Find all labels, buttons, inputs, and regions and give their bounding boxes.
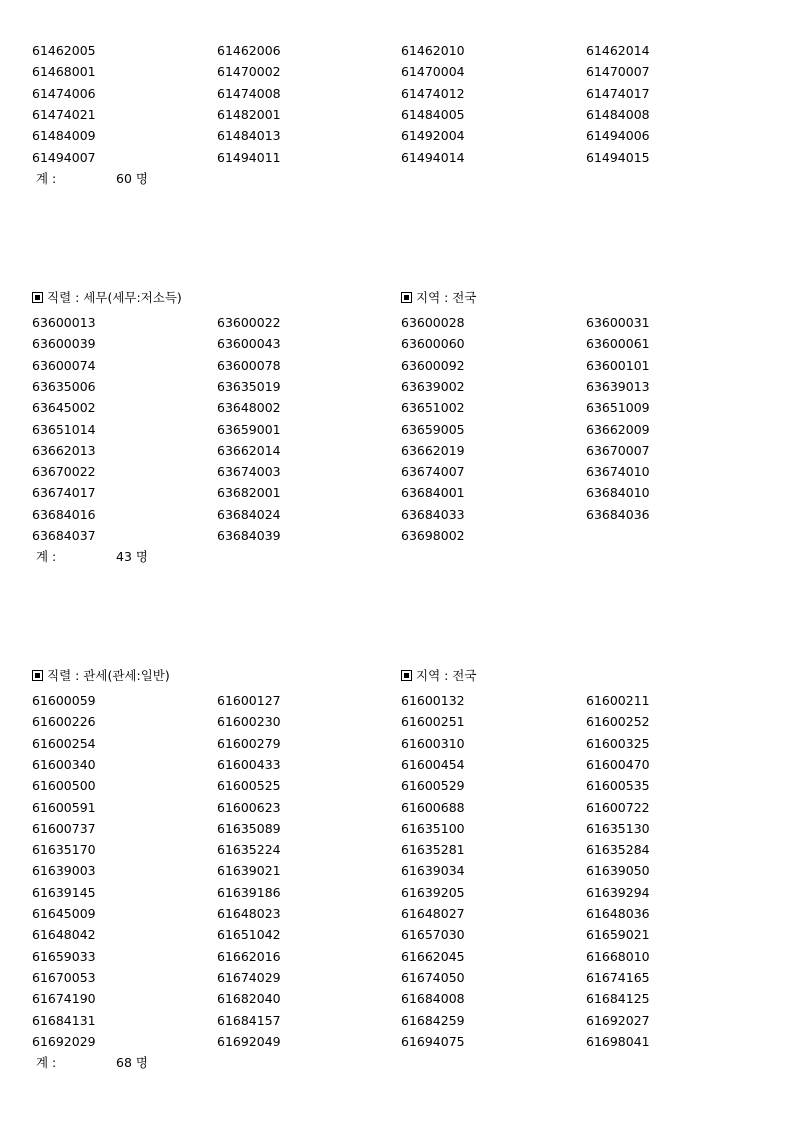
- region-label: 지역 : 전국: [416, 290, 477, 305]
- table-row: [0, 711, 793, 732]
- registration-number: 61484005: [401, 106, 465, 122]
- table-row: [0, 775, 793, 796]
- section-header-right: [401, 287, 476, 308]
- registration-number: 61484008: [586, 106, 650, 122]
- registration-number: 63662013: [32, 442, 96, 458]
- registration-number: 63600022: [217, 315, 281, 330]
- registration-number: 61635284: [586, 842, 650, 858]
- registration-number: 61635100: [401, 820, 465, 836]
- registration-number: 61639034: [401, 863, 465, 879]
- table-row: [0, 967, 793, 988]
- registration-number: 63600061: [586, 336, 650, 352]
- table-row: [0, 61, 793, 82]
- registration-number: 61684259: [401, 1012, 465, 1028]
- registration-number: 61670053: [32, 969, 96, 985]
- registration-number: 61674165: [586, 969, 650, 985]
- registration-number: 61600529: [401, 778, 465, 794]
- registration-number: 61492004: [401, 128, 465, 144]
- table-row: [0, 882, 793, 903]
- registration-number: 61470002: [217, 64, 281, 80]
- registration-number: 61639205: [401, 884, 465, 900]
- registration-number: 63600031: [586, 315, 650, 330]
- table-row: [0, 690, 793, 711]
- registration-number: 63600013: [32, 315, 96, 330]
- registration-number: 63684036: [586, 506, 650, 522]
- registration-number: 61600251: [401, 714, 465, 730]
- registration-number: 61698041: [586, 1033, 650, 1049]
- registration-number: 63600028: [401, 315, 465, 330]
- registration-number: 63651002: [401, 400, 465, 416]
- registration-number: 63684033: [401, 506, 465, 522]
- region-label: 지역 : 전국: [416, 668, 477, 683]
- table-row: [0, 1010, 793, 1031]
- section-header-right: [401, 665, 476, 686]
- total-count: 60 명: [116, 171, 148, 186]
- registration-number: 63662019: [401, 442, 465, 458]
- registration-number: 63682001: [217, 485, 281, 501]
- registration-number: 61635130: [586, 820, 650, 836]
- registration-number: 61468001: [32, 64, 96, 80]
- table-row: [0, 40, 793, 61]
- registration-number: 61635170: [32, 842, 96, 858]
- table-row: [0, 376, 793, 397]
- registration-number: 63635019: [217, 378, 281, 394]
- table-row: [0, 147, 793, 168]
- registration-number: 63639013: [586, 378, 650, 394]
- registration-number: 61474008: [217, 85, 281, 101]
- table-row: [0, 504, 793, 525]
- registration-number: 61600688: [401, 799, 465, 815]
- filled-square-icon: [32, 292, 43, 303]
- registration-number: 61639050: [586, 863, 650, 879]
- registration-number: 61474021: [32, 106, 96, 122]
- registration-number: 61462005: [32, 43, 96, 58]
- registration-number: 61684157: [217, 1012, 281, 1028]
- registration-number: 61639003: [32, 863, 96, 879]
- table-row: [0, 312, 793, 333]
- table-row: [0, 355, 793, 376]
- registration-number: 61674029: [217, 969, 281, 985]
- registration-number: 63600043: [217, 336, 281, 352]
- table-row: [0, 754, 793, 775]
- registration-number: 61494015: [586, 149, 650, 165]
- table-row: [0, 860, 793, 881]
- table-row: [0, 924, 793, 945]
- table-row: [0, 461, 793, 482]
- registration-number: 61682040: [217, 991, 281, 1007]
- section-header-left: [32, 665, 170, 686]
- registration-number: 61482001: [217, 106, 281, 122]
- registration-number: 63684016: [32, 506, 96, 522]
- table-row: [0, 797, 793, 818]
- registration-number: 63600039: [32, 336, 96, 352]
- registration-number: 61674190: [32, 991, 96, 1007]
- registration-number: 63645002: [32, 400, 96, 416]
- registration-number: 61600535: [586, 778, 650, 794]
- total-count: 68 명: [116, 1055, 148, 1070]
- registration-number: 61639294: [586, 884, 650, 900]
- registration-number: 61692049: [217, 1033, 281, 1049]
- registration-number: 61470004: [401, 64, 465, 80]
- registration-number: 61462014: [586, 43, 650, 58]
- registration-number: 61657030: [401, 927, 465, 943]
- registration-number: 61639145: [32, 884, 96, 900]
- registration-number: 61648036: [586, 906, 650, 921]
- registration-number: 61674050: [401, 969, 465, 985]
- registration-number: 63684039: [217, 528, 281, 543]
- registration-number: 63635006: [32, 378, 96, 394]
- registration-number: 63600092: [401, 357, 465, 373]
- total-label: 계 :: [36, 1055, 57, 1070]
- table-row: [0, 125, 793, 146]
- filled-square-icon: [401, 292, 412, 303]
- registration-number: 61600279: [217, 735, 281, 751]
- registration-number: 61484009: [32, 128, 96, 144]
- registration-number: 63698002: [401, 528, 465, 543]
- table-row: [0, 104, 793, 125]
- registration-number: 61692029: [32, 1033, 96, 1049]
- registration-number: 61494006: [586, 128, 650, 144]
- registration-number: 63600074: [32, 357, 96, 373]
- registration-number: 61474012: [401, 85, 465, 101]
- registration-number: 61600623: [217, 799, 281, 815]
- registration-number: 63674007: [401, 464, 465, 480]
- registration-number: 61494011: [217, 149, 281, 165]
- registration-number: 63651014: [32, 421, 96, 437]
- total-label: 계 :: [36, 171, 57, 186]
- registration-number: 61684125: [586, 991, 650, 1007]
- registration-number: 61635089: [217, 820, 281, 836]
- registration-number: 61684008: [401, 991, 465, 1007]
- table-row: [0, 482, 793, 503]
- registration-number: 61600310: [401, 735, 465, 751]
- filled-square-icon: [32, 670, 43, 681]
- registration-number: 63670022: [32, 464, 96, 480]
- registration-number: 63639002: [401, 378, 465, 394]
- table-row: [0, 818, 793, 839]
- registration-number: 61484013: [217, 128, 281, 144]
- job-category-label: 직렬 : 세무(세무:저소득): [47, 290, 182, 305]
- registration-number: 61645009: [32, 906, 96, 921]
- total-label: 계 :: [36, 549, 57, 564]
- table-row: [0, 333, 793, 354]
- registration-number: 61470007: [586, 64, 650, 80]
- registration-number: 61600226: [32, 714, 96, 730]
- registration-number: 61668010: [586, 948, 650, 964]
- table-row: [0, 397, 793, 418]
- registration-number: 61600132: [401, 693, 465, 708]
- registration-number: 61462006: [217, 43, 281, 58]
- table-row: [0, 733, 793, 754]
- registration-number: 61659021: [586, 927, 650, 943]
- registration-number: 63684024: [217, 506, 281, 522]
- registration-number: 61600059: [32, 693, 96, 708]
- table-row: [0, 1031, 793, 1052]
- table-row: [0, 440, 793, 461]
- registration-number: 61662045: [401, 948, 465, 964]
- registration-number: 61600454: [401, 756, 465, 772]
- registration-number: 61639186: [217, 884, 281, 900]
- registration-number: 63674010: [586, 464, 650, 480]
- registration-number: 63662009: [586, 421, 650, 437]
- registration-number: 63674003: [217, 464, 281, 480]
- table-row: [0, 83, 793, 104]
- table-row: [0, 946, 793, 967]
- registration-number: 63659005: [401, 421, 465, 437]
- registration-number: 61659033: [32, 948, 96, 964]
- registration-number: 61600722: [586, 799, 650, 815]
- registration-number: 63651009: [586, 400, 650, 416]
- registration-number: 63648002: [217, 400, 281, 416]
- registration-number: 63674017: [32, 485, 96, 501]
- registration-number: 61692027: [586, 1012, 650, 1028]
- registration-number: 61600340: [32, 756, 96, 772]
- table-row: [0, 839, 793, 860]
- table-row: [0, 988, 793, 1009]
- registration-number: 61648023: [217, 906, 281, 921]
- registration-number: 61600230: [217, 714, 281, 730]
- registration-number: 61600500: [32, 778, 96, 794]
- registration-number: 61600433: [217, 756, 281, 772]
- registration-number: 63684010: [586, 485, 650, 501]
- registration-number: 61600737: [32, 820, 96, 836]
- registration-number: 61494007: [32, 149, 96, 165]
- registration-number: 63600060: [401, 336, 465, 352]
- filled-square-icon: [401, 670, 412, 681]
- registration-number: 61639021: [217, 863, 281, 879]
- registration-number: 61600254: [32, 735, 96, 751]
- table-row: [0, 525, 793, 546]
- registration-number: 61651042: [217, 927, 281, 943]
- registration-number: 61600127: [217, 693, 281, 708]
- registration-number: 61648042: [32, 927, 96, 943]
- table-row: [0, 419, 793, 440]
- registration-number: 61600211: [586, 693, 650, 708]
- registration-number: 61600252: [586, 714, 650, 730]
- registration-number: 63684037: [32, 528, 96, 543]
- registration-number: 61494014: [401, 149, 465, 165]
- registration-number: 61694075: [401, 1033, 465, 1049]
- job-category-label: 직렬 : 관세(관세:일반): [47, 668, 170, 683]
- table-row: [0, 903, 793, 924]
- registration-number: 61684131: [32, 1012, 96, 1028]
- registration-number: 63600101: [586, 357, 650, 373]
- registration-number: 61648027: [401, 906, 465, 921]
- registration-number: 61600325: [586, 735, 650, 751]
- section-header-left: [32, 287, 182, 308]
- registration-number: 61635224: [217, 842, 281, 858]
- registration-number: 61600591: [32, 799, 96, 815]
- registration-number: 63659001: [217, 421, 281, 437]
- registration-number: 63600078: [217, 357, 281, 373]
- registration-number: 63684001: [401, 485, 465, 501]
- registration-number: 61474017: [586, 85, 650, 101]
- total-count: 43 명: [116, 549, 148, 564]
- registration-number: 61474006: [32, 85, 96, 101]
- registration-number: 61662016: [217, 948, 281, 964]
- registration-number: 61635281: [401, 842, 465, 858]
- registration-number: 63662014: [217, 442, 281, 458]
- registration-number: 61600470: [586, 756, 650, 772]
- registration-number: 61462010: [401, 43, 465, 58]
- registration-number: 61600525: [217, 778, 281, 794]
- registration-number: 63670007: [586, 442, 650, 458]
